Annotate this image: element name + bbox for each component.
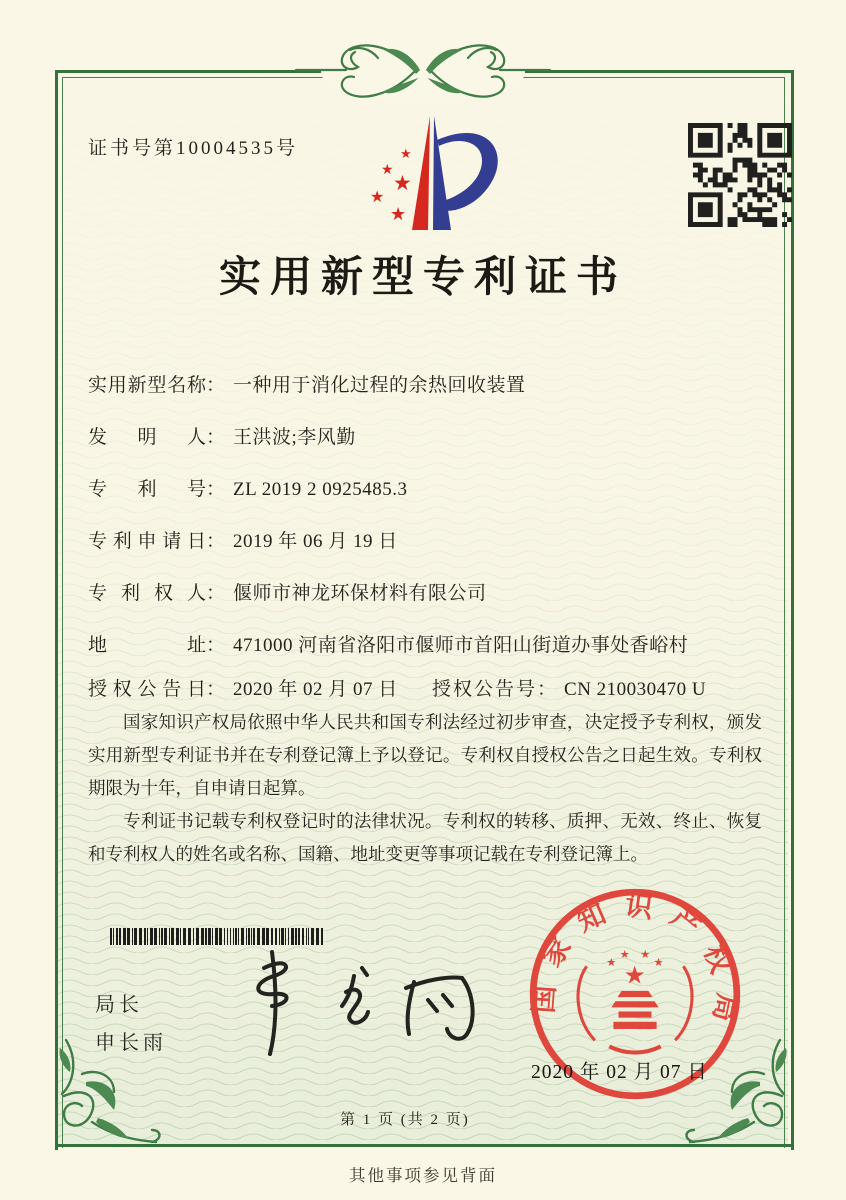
field-label: 专利权人 xyxy=(88,583,206,604)
field-label: 专利申请日 xyxy=(88,531,206,552)
signer-name: 申长雨 xyxy=(95,1032,167,1054)
bottom-left-flourish xyxy=(52,1038,167,1153)
field-colon: ： xyxy=(206,583,226,604)
field-colon: ： xyxy=(206,479,226,500)
grant-row xyxy=(88,674,760,701)
field-label: 地址 xyxy=(88,635,206,656)
top-flourish-ornament xyxy=(288,34,558,110)
field-value: 偃师市神龙环保材料有限公司 xyxy=(233,583,487,604)
field-colon: ： xyxy=(537,679,557,700)
svg-text:★: ★ xyxy=(619,948,630,961)
field-label: 发明人 xyxy=(88,427,206,448)
svg-text:★: ★ xyxy=(653,956,664,970)
grant-no-value: CN 210030470 U xyxy=(564,679,707,700)
svg-text:★: ★ xyxy=(400,147,412,162)
svg-text:★: ★ xyxy=(606,956,617,970)
qr-code xyxy=(688,123,792,227)
field-value: 一种用于消化过程的余热回收装置 xyxy=(233,375,526,396)
svg-text:★: ★ xyxy=(390,204,407,225)
svg-text:★: ★ xyxy=(393,171,412,195)
seal-emblem xyxy=(578,948,692,1053)
back-note: 其他事项参见背面 xyxy=(349,1166,497,1185)
page-number: 第 1 页 (共 2 页) xyxy=(340,1112,470,1128)
field-label: 专利号 xyxy=(88,479,206,500)
field-colon: ： xyxy=(206,375,226,396)
svg-text:★: ★ xyxy=(623,960,646,990)
grant-no-pair xyxy=(432,674,706,701)
cnipa-logo xyxy=(350,110,510,238)
logo-stars xyxy=(370,147,412,225)
legal-paragraph-1: 国家知识产权局依照中华人民共和国专利法经过初步审查，决定授予专利权，颁发实用新型专利证书并在专利登记簿上予以登记。专利权自授权公告之日起生效。专利权期限为十年，自申请日起算。 xyxy=(88,712,762,798)
svg-text:★: ★ xyxy=(370,187,385,206)
field-row-name xyxy=(88,370,760,422)
field-row-patentee xyxy=(88,578,760,630)
grant-date-label: 授权公告日 xyxy=(88,679,206,700)
logo-spike-blue xyxy=(433,116,451,230)
grant-no-label: 授权公告号 xyxy=(432,679,538,700)
legal-text xyxy=(88,706,762,871)
field-colon: ： xyxy=(206,635,226,656)
logo-spike-red xyxy=(412,116,430,230)
field-list xyxy=(88,370,760,682)
signature-script xyxy=(230,942,520,1067)
field-colon: ： xyxy=(206,531,226,552)
seal-text: 国家知识产权局 xyxy=(528,890,743,1041)
certificate-title: 实用新型专利证书 xyxy=(218,255,627,301)
field-value: ZL 2019 2 0925485.3 xyxy=(233,479,408,500)
field-row-filing-date xyxy=(88,526,760,578)
field-label: 实用新型名称 xyxy=(88,375,206,396)
field-colon: ： xyxy=(206,679,226,700)
field-value: 2019 年 06 月 19 日 xyxy=(233,531,398,552)
svg-text:★: ★ xyxy=(381,162,394,178)
field-row-inventors xyxy=(88,422,760,474)
legal-paragraph-2: 专利证书记载专利权登记时的法律状况。专利权的转移、质押、无效、终止、恢复和专利权人的姓名或名称、国籍、地址变更等事项记载在专利登记簿上。 xyxy=(88,811,762,864)
svg-text:★: ★ xyxy=(640,948,651,961)
grant-date-value: 2020 年 02 月 07 日 xyxy=(233,679,398,700)
field-colon: ： xyxy=(206,427,226,448)
field-value: 王洪波;李风勤 xyxy=(233,427,356,448)
signer-title: 局长 xyxy=(95,994,143,1016)
seal-date: 2020 年 02 月 07 日 xyxy=(531,1062,708,1083)
field-value: 471000 河南省洛阳市偃师市首阳山街道办事处香峪村 xyxy=(233,635,689,656)
field-row-patent-no xyxy=(88,474,760,526)
certificate-number: 证书号第10004535号 xyxy=(88,138,299,159)
